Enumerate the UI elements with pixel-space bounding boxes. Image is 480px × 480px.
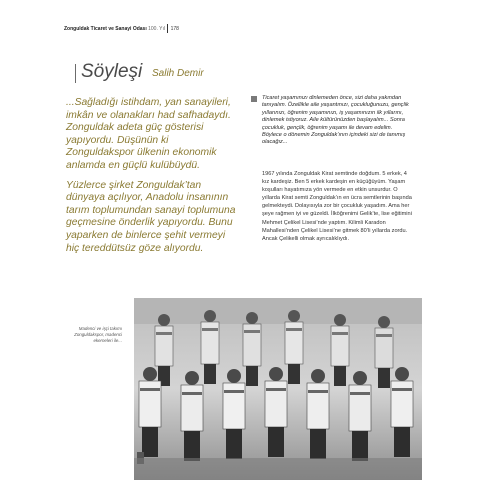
question-marker: [251, 96, 257, 102]
pull-quote-paragraph: Yüzlerce şirket Zonguldak’tan dünyaya açılıyor, Anadolu insanının tarım toplumundan sanayi toplumuna geçmesine önderlik yapıyordu. Bunu yaparken de binlerce şehit vermeyi hiç tereddütsüz göze alıyordu.: [66, 179, 236, 254]
interview-answer: 1967 yılında Zonguldak Kirat semtinde doğdum. 5 erkek, 4 kız kardeşiz. Ben 5 erkek kardeşin en küçüğüyüm. Yaşam koşulları hayatımıza yön vermede en etkin unsurdur. O yıllarda Kirat semti Zonguldak’ın en ücra semtlerinin başında gelmekteydi. Dolayısıyla zor bir çocukluk yaşadım. Ama her şeye rağmen iyi ve güzeldi. İlköğrenimi Gelik’te, lise eğitimini Mehmet Çelikel Lisesi’nde yaptım. Kilimli Karadon Mahallesi’nden Çelikel Lisesi’ne gitmek 80’li yıllarda zordu. Ancak Çelikelli olmak ayrıcalıklıydı.: [262, 171, 412, 242]
interview-question: Ticaret yaşamınızı dinlemeden önce, sizi daha yakından tanıyalım. Özellikle aile yaşantınızı, çocukluğunuzu, gençlik yıllarınızı, öğrenim yaşamınızı, iş yaşamınızın ilk yıllarını, dinlemek istiyoruz. Aile kültürünüzden başlayalım... Sonra çocukluk, gençlik, öğrenim yaşamı ile devam edelim. Böylece o dönemin Zonguldak’ının içindeki sizi de tanımış olacağız...: [262, 95, 409, 146]
section-title: Söyleşi: [81, 61, 143, 82]
header-divider: [167, 24, 168, 33]
photo-caption: Madenci ve işçi takımı Zonguldakspor, madenci ekerneleri ile...: [74, 326, 122, 343]
running-header: [64, 24, 179, 33]
pull-quote: [66, 97, 238, 262]
pull-quote-paragraph: ...Sağladığı istihdam, yan sanayileri, imkân ve olanakları had safhadaydı. Zonguldak adeta güç gösterisi yapıyordu. Düşünün ki Zonguldakspor ülkenin ekonomik anlamda en güçlü kulübüydü.: [66, 97, 231, 171]
team-photo-illustration: [134, 298, 422, 480]
title-rule: [75, 64, 76, 83]
author-name: Salih Demir: [152, 68, 204, 79]
page-number: 178: [170, 25, 179, 32]
team-photo: [134, 298, 422, 480]
publication-name: Zonguldak Ticaret ve Sanayi Odası: [64, 25, 147, 32]
anniversary-label: 100. Yıl: [148, 25, 165, 32]
